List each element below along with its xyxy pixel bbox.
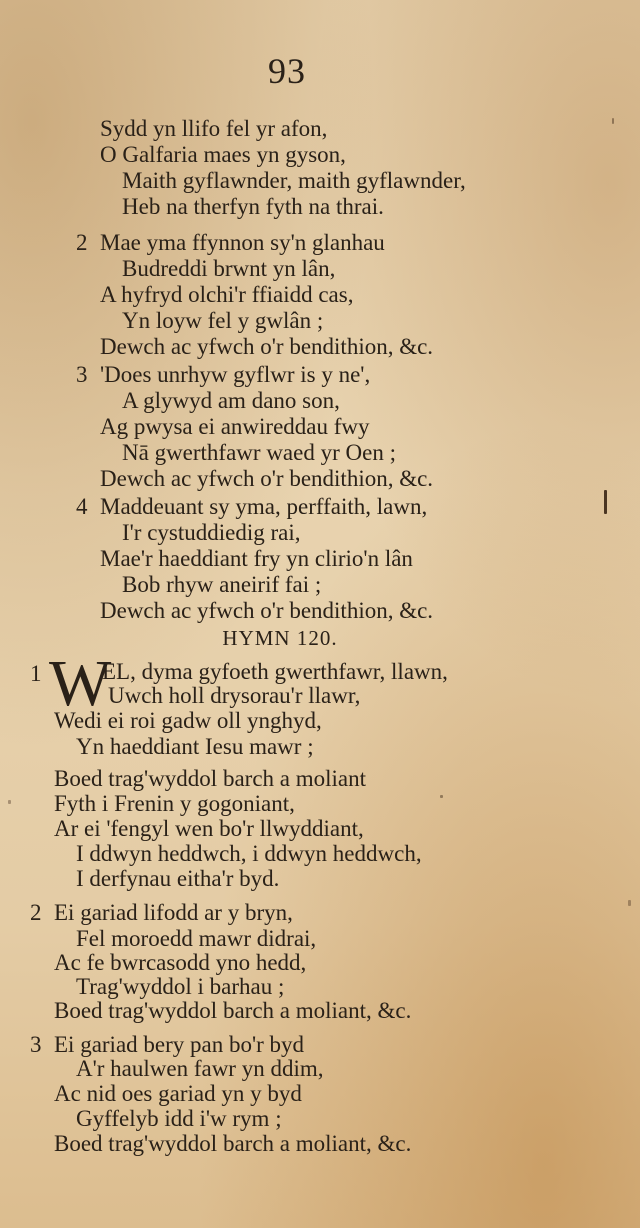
- verse-line: Budreddi brwnt yn lân,: [122, 256, 336, 281]
- verse-line: Uwch holl drysorau'r llawr,: [108, 683, 361, 708]
- verse-number: 2: [76, 230, 88, 255]
- drop-cap: W: [49, 647, 112, 720]
- verse-line: I ddwyn heddwch, i ddwyn heddwch,: [76, 841, 422, 866]
- verse-line: Dewch ac yfwch o'r bendithion, &c.: [100, 334, 434, 359]
- verse-line: Wedi ei roi gadw oll ynghyd,: [54, 708, 322, 733]
- verse-line: Boed trag'wyddol barch a moliant, &c.: [54, 1131, 412, 1156]
- verse-line: EL, dyma gyfoeth gwerthfawr, llawn,: [102, 659, 448, 684]
- verse-line: Dewch ac yfwch o'r bendithion, &c.: [100, 466, 434, 491]
- verse-line: Ag pwysa ei anwireddau fwy: [100, 414, 370, 439]
- verse-line: I'r cystuddiedig rai,: [122, 520, 301, 545]
- verse-line: Trag'wyddol i barhau ;: [76, 974, 285, 999]
- verse-line: Ei gariad lifodd ar y bryn,: [54, 900, 293, 925]
- paper-speck: [628, 900, 631, 906]
- verse-line: Mae'r haeddiant fry yn clirio'n lân: [100, 546, 413, 571]
- verse-line: Maddeuant sy yma, perffaith, lawn,: [100, 494, 428, 519]
- paper-speck: [612, 118, 614, 124]
- verse-line: Fel moroedd mawr didrai,: [76, 926, 317, 951]
- verse-line: Heb na therfyn fyth na thrai.: [122, 194, 384, 219]
- verse-line: Ar ei 'fengyl wen bo'r llwyddiant,: [54, 816, 364, 841]
- verse-line: Ac nid oes gariad yn y byd: [54, 1081, 302, 1106]
- verse-line: Yn loyw fel y gwlân ;: [122, 308, 324, 333]
- ink-mark: [604, 490, 607, 514]
- verse-line: Nā gwerthfawr waed yr Oen ;: [122, 440, 396, 465]
- verse-line: Fyth i Frenin y gogoniant,: [54, 791, 295, 816]
- verse-number: 1: [30, 661, 42, 686]
- verse-line: Ei gariad bery pan bo'r byd: [54, 1032, 305, 1057]
- verse-line: A hyfryd olchi'r ffiaidd cas,: [100, 282, 354, 307]
- verse-line: Sydd yn llifo fel yr afon,: [100, 116, 328, 141]
- verse-line: Ac fe bwrcasodd yno hedd,: [54, 950, 307, 975]
- verse-number: 2: [30, 900, 42, 925]
- verse-line: 'Does unrhyw gyflwr is y ne',: [100, 362, 371, 387]
- verse-line: Gyffelyb idd i'w rym ;: [76, 1106, 282, 1131]
- verse-line: Boed trag'wyddol barch a moliant, &c.: [54, 998, 412, 1023]
- hymn-heading: HYMN 120.: [222, 626, 338, 650]
- verse-line: O Galfaria maes yn gyson,: [100, 142, 346, 167]
- verse-number: 3: [30, 1032, 42, 1057]
- verse-line: A'r haulwen fawr yn ddim,: [76, 1056, 324, 1081]
- verse-line: Bob rhyw aneirif fai ;: [122, 572, 322, 597]
- verse-line: Boed trag'wyddol barch a moliant: [54, 766, 367, 791]
- page-number: 93: [268, 51, 306, 91]
- verse-line: A glywyd am dano son,: [122, 388, 340, 413]
- verse-line: Dewch ac yfwch o'r bendithion, &c.: [100, 598, 434, 623]
- verse-line: Maith gyflawnder, maith gyflawnder,: [122, 168, 466, 193]
- verse-line: Yn haeddiant Iesu mawr ;: [76, 734, 314, 759]
- verse-line: Mae yma ffynnon sy'n glanhau: [100, 230, 385, 255]
- verse-number: 4: [76, 494, 88, 519]
- verse-line: I derfynau eitha'r byd.: [76, 866, 280, 891]
- paper-speck: [440, 795, 443, 798]
- paper-speck: [8, 800, 11, 804]
- verse-number: 3: [76, 362, 88, 387]
